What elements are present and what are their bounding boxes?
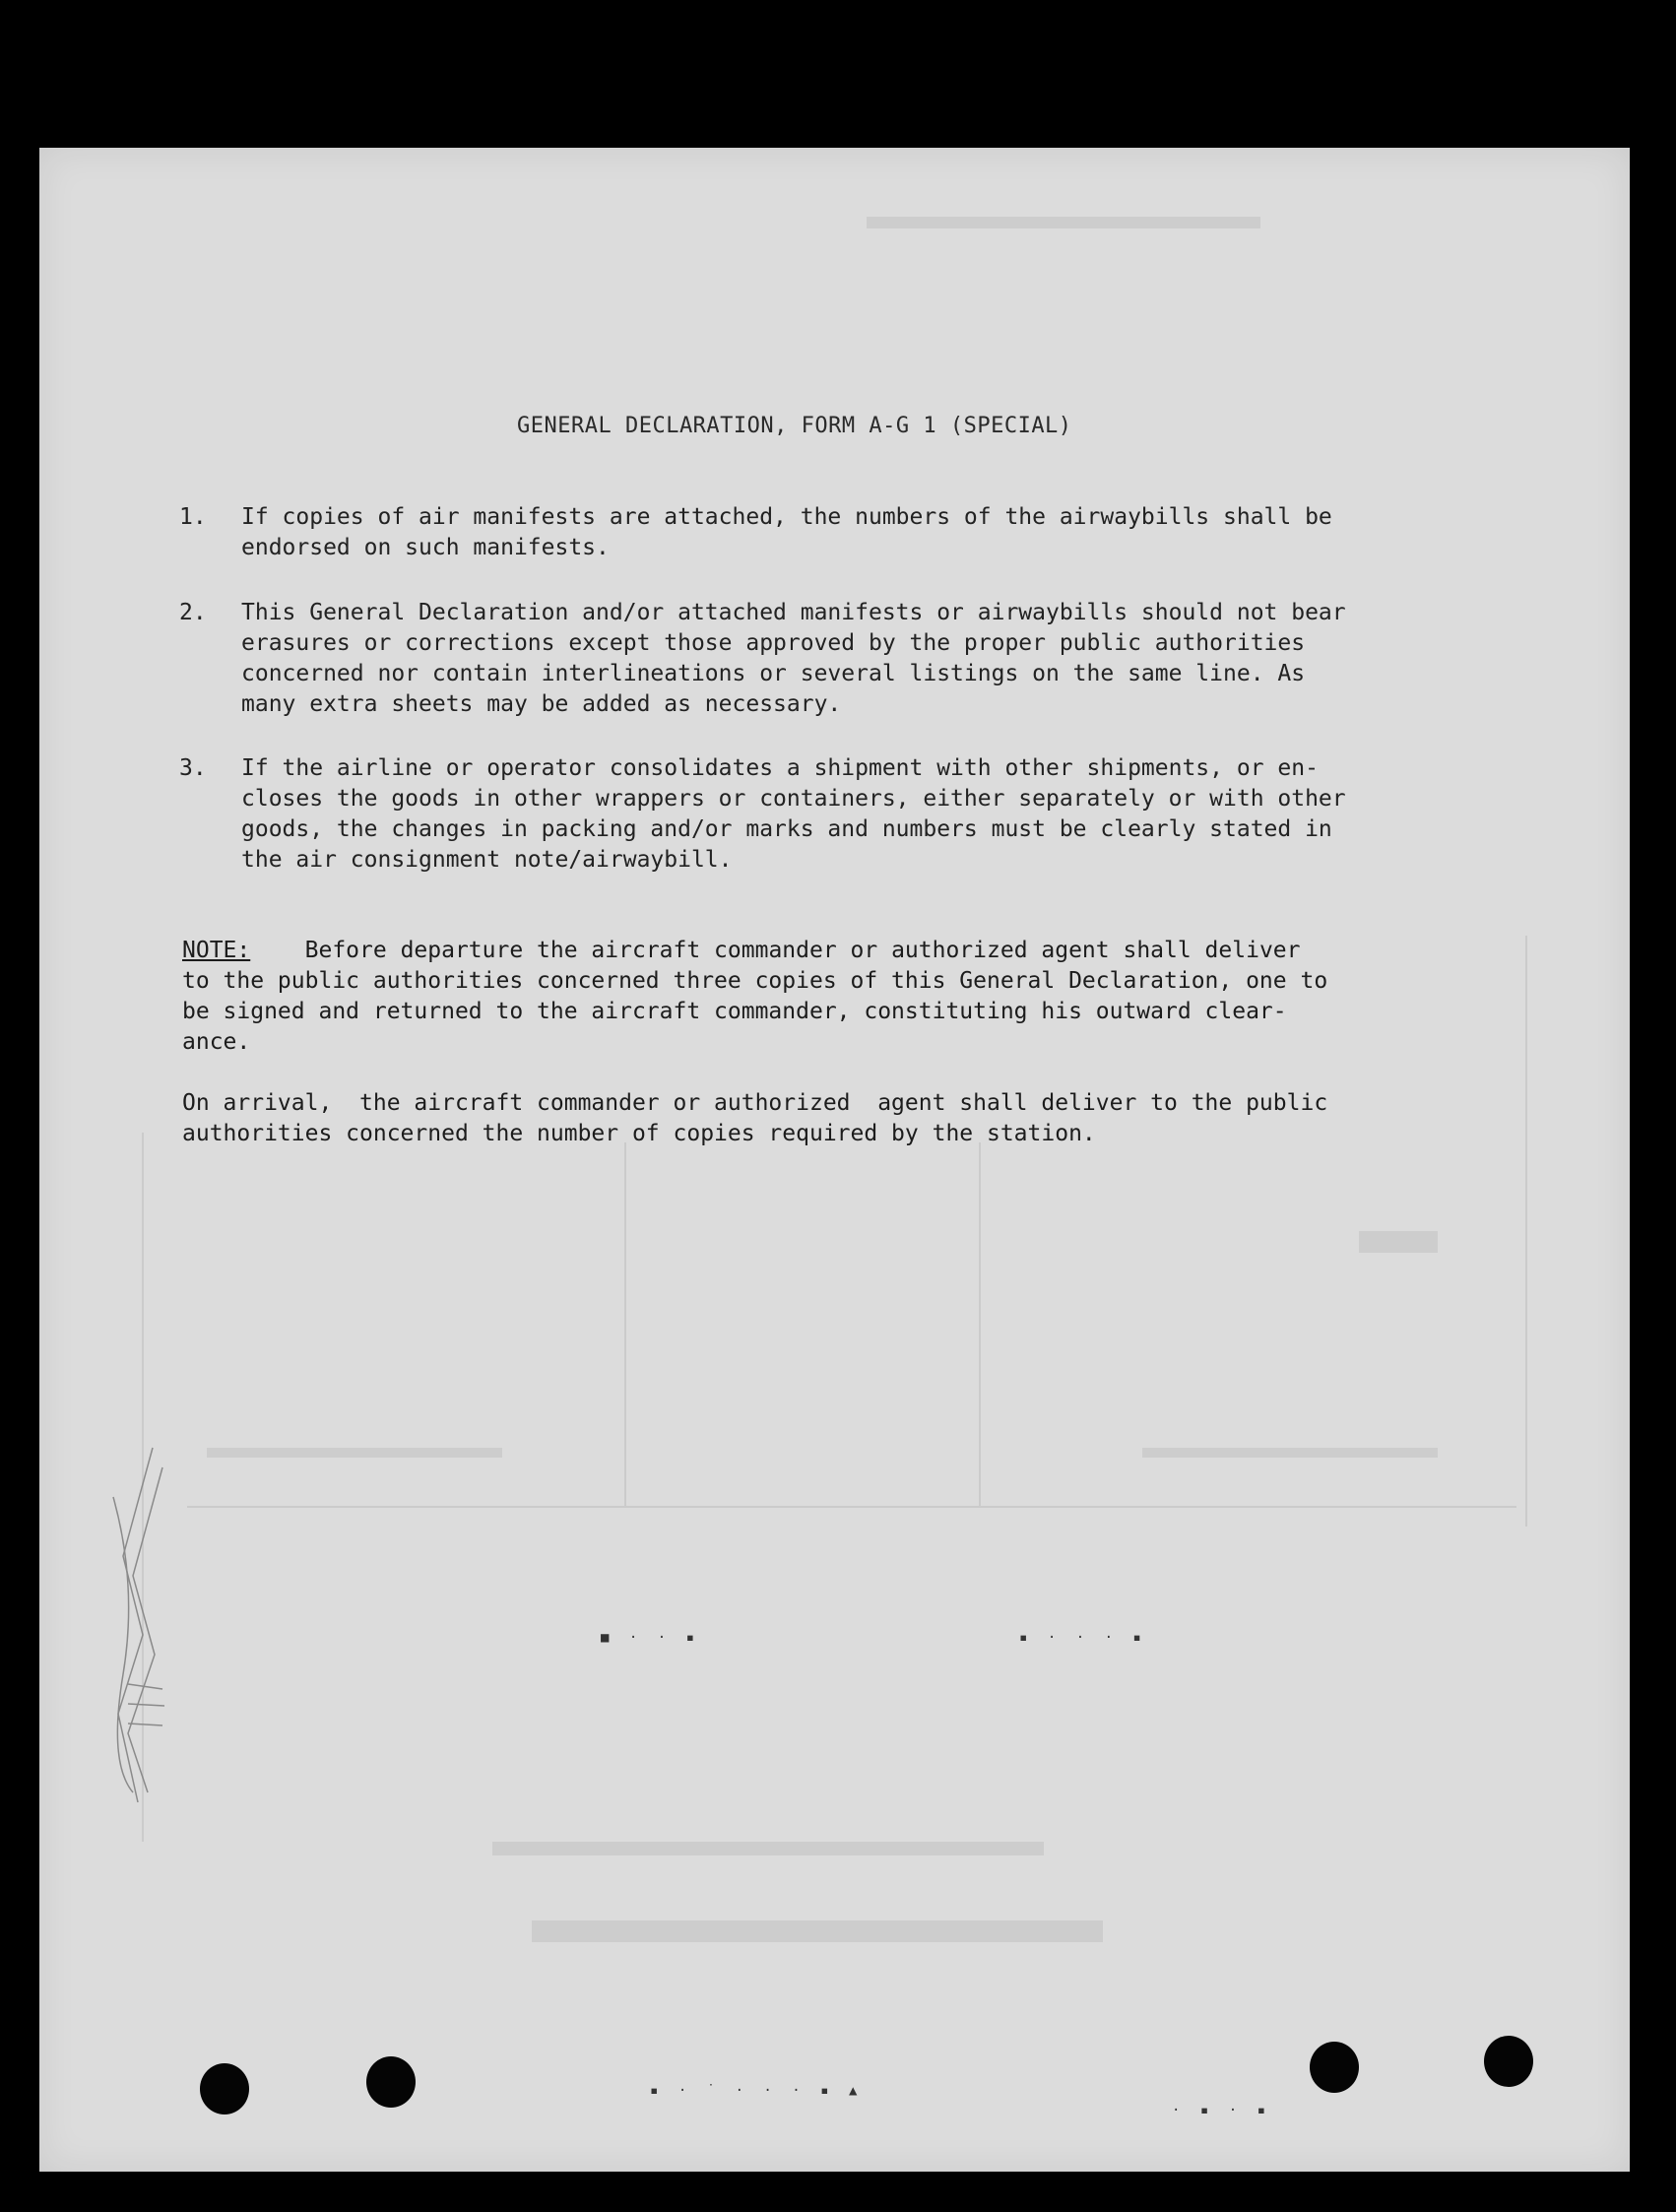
punch-hole: [1484, 2036, 1533, 2087]
note-paragraph: [182, 936, 1541, 1058]
arrival-paragraph: [182, 1088, 1541, 1149]
arrival-line: authorities concerned the number of copies required by the station.: [182, 1121, 1096, 1146]
ink-specks: ▪ · · · ▪: [1019, 1630, 1147, 1646]
ink-specks: · ▪ · ▪: [1172, 2103, 1272, 2118]
item-line: If the airline or operator consolidates a shipment with other shipments, or en-: [241, 755, 1319, 781]
punch-hole: [366, 2056, 416, 2108]
item-line: erasures or corrections except those approved by the proper public authorities: [241, 630, 1306, 656]
ink-specks: ▪ · ˙ · · · ▪ ▲: [650, 2083, 864, 2099]
note-line: ance.: [182, 1029, 251, 1055]
item-line: many extra sheets may be added as necessary.: [241, 691, 842, 717]
note-first-line: [182, 936, 1541, 966]
item-line: goods, the changes in packing and/or marks and numbers must be clearly stated in: [241, 816, 1332, 842]
pencil-scribble-graphic: [94, 1438, 182, 1812]
instruction-item-2: [179, 598, 1543, 720]
ink-specks: ■ · · ▪: [601, 1630, 701, 1646]
item-line: concerned nor contain interlineations or several listings on the same line. As: [241, 661, 1306, 686]
bleed-through-lines: [39, 148, 1630, 2172]
note-line: be signed and returned to the aircraft commander, constituting his outward clear-: [182, 999, 1287, 1024]
item-line: endorsed on such manifests.: [241, 535, 610, 560]
form-title: GENERAL DECLARATION, FORM A-G 1 (SPECIAL): [517, 414, 1072, 438]
punch-hole: [200, 2063, 249, 2114]
item-number: 3.: [179, 755, 207, 781]
arrival-line: On arrival, the aircraft commander or authorized agent shall deliver to the public: [182, 1090, 1328, 1116]
instruction-item-3: [179, 753, 1543, 876]
item-line: If copies of air manifests are attached, the numbers of the airwaybills shall be: [241, 504, 1332, 530]
item-number: 2.: [179, 600, 207, 625]
note-line: to the public authorities concerned three copies of this General Declaration, one to: [182, 968, 1328, 994]
note-first-line-text: Before departure the aircraft commander or authorized agent shall deliver: [250, 938, 1301, 963]
item-line: the air consignment note/airwaybill.: [241, 847, 733, 873]
punch-hole: [1310, 2042, 1359, 2093]
document-page: [39, 148, 1630, 2172]
item-line: This General Declaration and/or attached manifests or airwaybills should not bear: [241, 600, 1346, 625]
item-number: 1.: [179, 504, 207, 530]
instruction-item-1: [179, 502, 1543, 563]
note-label: NOTE:: [182, 938, 251, 963]
item-line: closes the goods in other wrappers or containers, either separately or with other: [241, 786, 1346, 812]
